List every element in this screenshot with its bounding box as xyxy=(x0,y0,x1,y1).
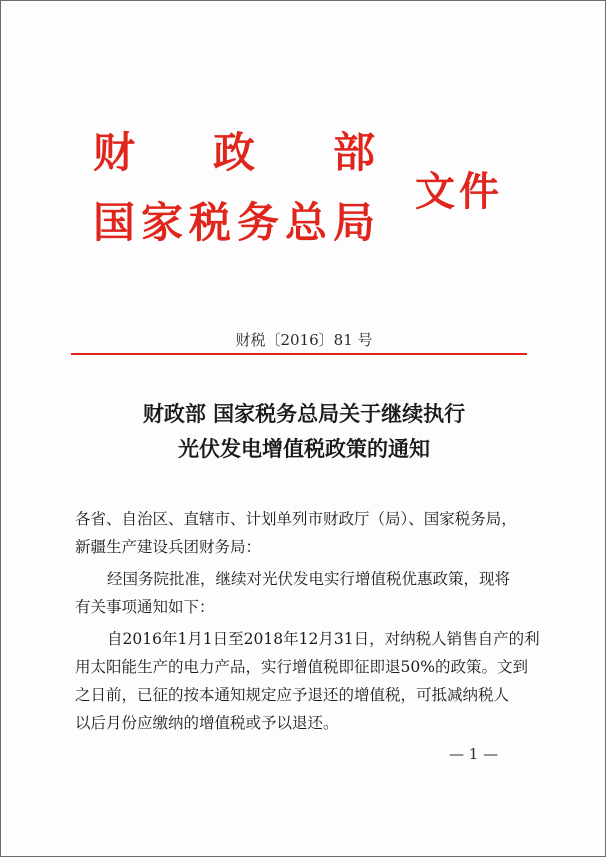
document-number: 财税〔2016〕81 号 xyxy=(235,331,373,349)
body-line-paragraph1-2: 有关事项通知如下： xyxy=(75,598,215,616)
body-line-paragraph2-4: 以后月份应缴纳的增值税或予以退还。 xyxy=(75,714,339,732)
body-line-recipients-1: 各省、自治区、直辖市、计划单列市财政厅（局）、国家税务局， xyxy=(75,510,517,528)
body-line-paragraph1-1: 经国务院批准，继续对光伏发电实行增值税优惠政策，现将 xyxy=(107,570,511,588)
body-line-recipients-2: 新疆生产建设兵团财务局： xyxy=(75,538,262,556)
red-divider-line xyxy=(71,353,527,355)
document-title-line-1: 财政部 国家税务总局关于继续执行 xyxy=(142,401,466,426)
body-line-paragraph2-1: 自2016年1月1日至2018年12月31日，对纳税人销售自产的利 xyxy=(107,630,540,648)
issuing-org-state-tax-administration: 国家税务总局 xyxy=(93,198,382,247)
document-title-line-2: 光伏发电增值税政策的通知 xyxy=(178,436,430,461)
document-type-label: 文件 xyxy=(415,168,503,215)
body-line-paragraph2-3: 之日前，已征的按本通知规定应予退还的增值税，可抵减纳税人 xyxy=(75,686,510,704)
page-number: — 1 — xyxy=(449,745,499,763)
issuing-org-ministry-of-finance: 财政部 xyxy=(93,128,454,177)
body-line-paragraph2-2: 用太阳能生产的电力产品，实行增值税即征即退50%的政策。文到 xyxy=(75,658,528,676)
